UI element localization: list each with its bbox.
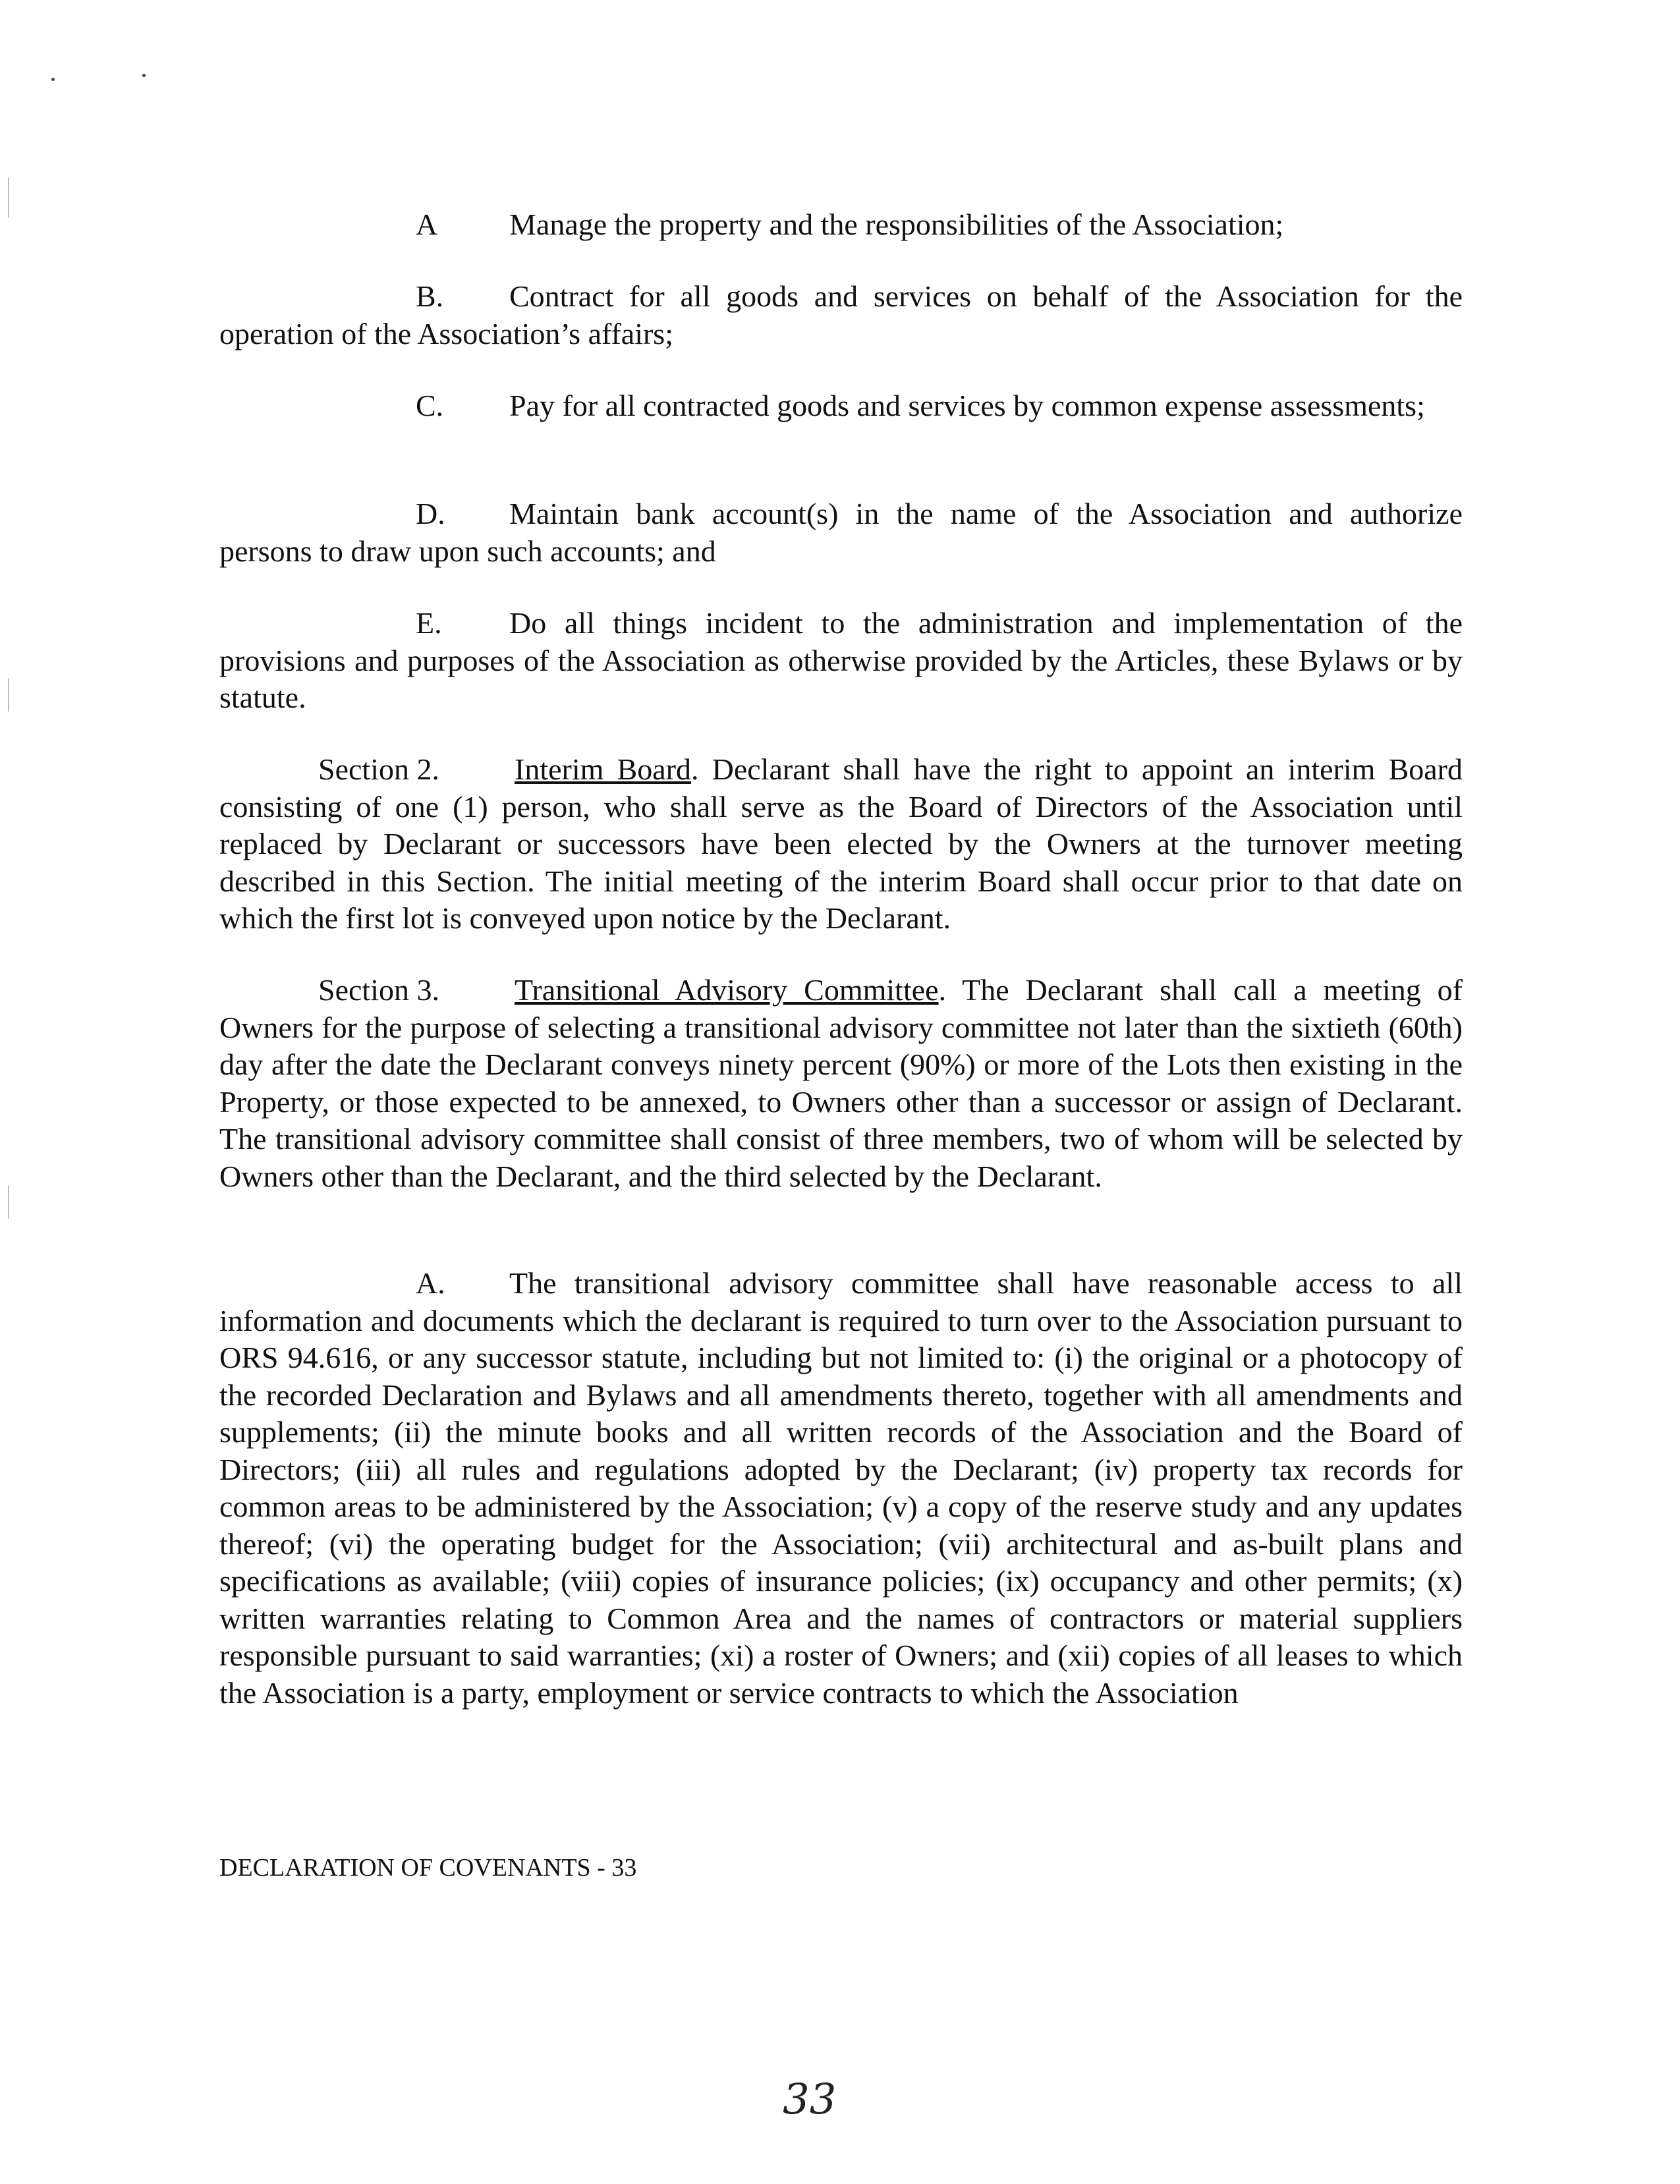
item-c (219, 387, 1463, 425)
section-2-label: Section 2. (318, 752, 439, 786)
item-a-text: Manage the property and the responsibilities of the Association; (509, 208, 1284, 241)
section-3-item-a-label: A. (416, 1266, 445, 1300)
scan-edge-mark (8, 1186, 9, 1219)
scan-edge-mark (8, 178, 9, 217)
scan-speck (142, 74, 146, 77)
section-2-heading: Interim Board (515, 752, 691, 786)
section-3-text: . The Declarant shall call a meeting of Owners for the purpose of selecting a transitional advisory committee not later than the sixtieth (60th) day after the date the Declarant conveys ninety percent (90%) or more of the Lots then existing in the Property, or those expected to be annexed, to Owners other than a successor or assign of Declarant. The transitional advisory committee shall consist of three members, two of whom will be selected by Owners other than the Declarant, and the third selected by the Declarant. (219, 973, 1463, 1193)
item-b-text: Contract for all goods and services on behalf of the Association for the operation of the Association’s affairs; (219, 279, 1463, 350)
item-e-text: Do all things incident to the administration and implementation of the provisions and purposes of the Association as otherwise provided by the Articles, these Bylaws or by statute. (219, 606, 1463, 714)
section-3 (219, 972, 1463, 1195)
item-b-label: B. (416, 279, 444, 313)
section-2-text: . Declarant shall have the right to appoint an interim Board consisting of one (1) person, who shall serve as the Board of Directors of the Association until replaced by Declarant or successors have been elected by the Owners at the turnover meeting described in this Section. The initial meeting of the interim Board shall occur prior to that date on which the first lot is conveyed upon notice by the Declarant. (219, 752, 1463, 935)
section-3-item-a (219, 1265, 1463, 1712)
page-footer: DECLARATION OF COVENANTS - 33 (219, 1854, 637, 1882)
handwritten-page-number: 33 (783, 2075, 837, 2124)
item-e (219, 605, 1463, 717)
section-3-heading: Transitional Advisory Committee (515, 973, 939, 1007)
item-a (219, 206, 1463, 244)
item-c-text: Pay for all contracted goods and services by common expense assessments; (509, 389, 1425, 422)
scan-edge-mark (8, 679, 9, 712)
scan-speck (51, 78, 55, 81)
item-a-label: A (416, 208, 438, 241)
item-d (219, 495, 1463, 570)
section-3-item-a-text: The transitional advisory committee shall have reasonable access to all information and documents which the declarant is required to turn over to the Association pursuant to ORS 94.616, or any successor statute, including but not limited to: (i) the original or a photocopy of the recorded Declaration and Bylaws and all amendments thereto, together with all amendments and supplements; (ii) the minute books and all written records of the Association and the Board of Directors; (iii) all rules and regulations adopted by the Declarant; (iv) property tax records for common areas to be administered by the Association; (v) a copy of the reserve study and any updates thereof; (vi) the operating budget for the Association; (vii) architectural and as-built plans and specifications as available; (viii) copies of insurance policies; (ix) occupancy and other permits; (x) written warranties relating to Common Area and the names of contractors or material suppliers responsible pursuant to said warranties; (xi) a roster of Owners; and (xii) copies of all leases to which the Association is a party, employment or service contracts to which the Association (219, 1266, 1463, 1710)
item-d-text: Maintain bank account(s) in the name of the Association and authorize persons to draw upon such accounts; and (219, 497, 1463, 568)
item-e-label: E. (416, 606, 442, 640)
item-d-label: D. (416, 497, 445, 530)
section-3-label: Section 3. (318, 973, 439, 1007)
item-c-label: C. (416, 389, 444, 422)
item-b (219, 278, 1463, 352)
section-2 (219, 751, 1463, 938)
